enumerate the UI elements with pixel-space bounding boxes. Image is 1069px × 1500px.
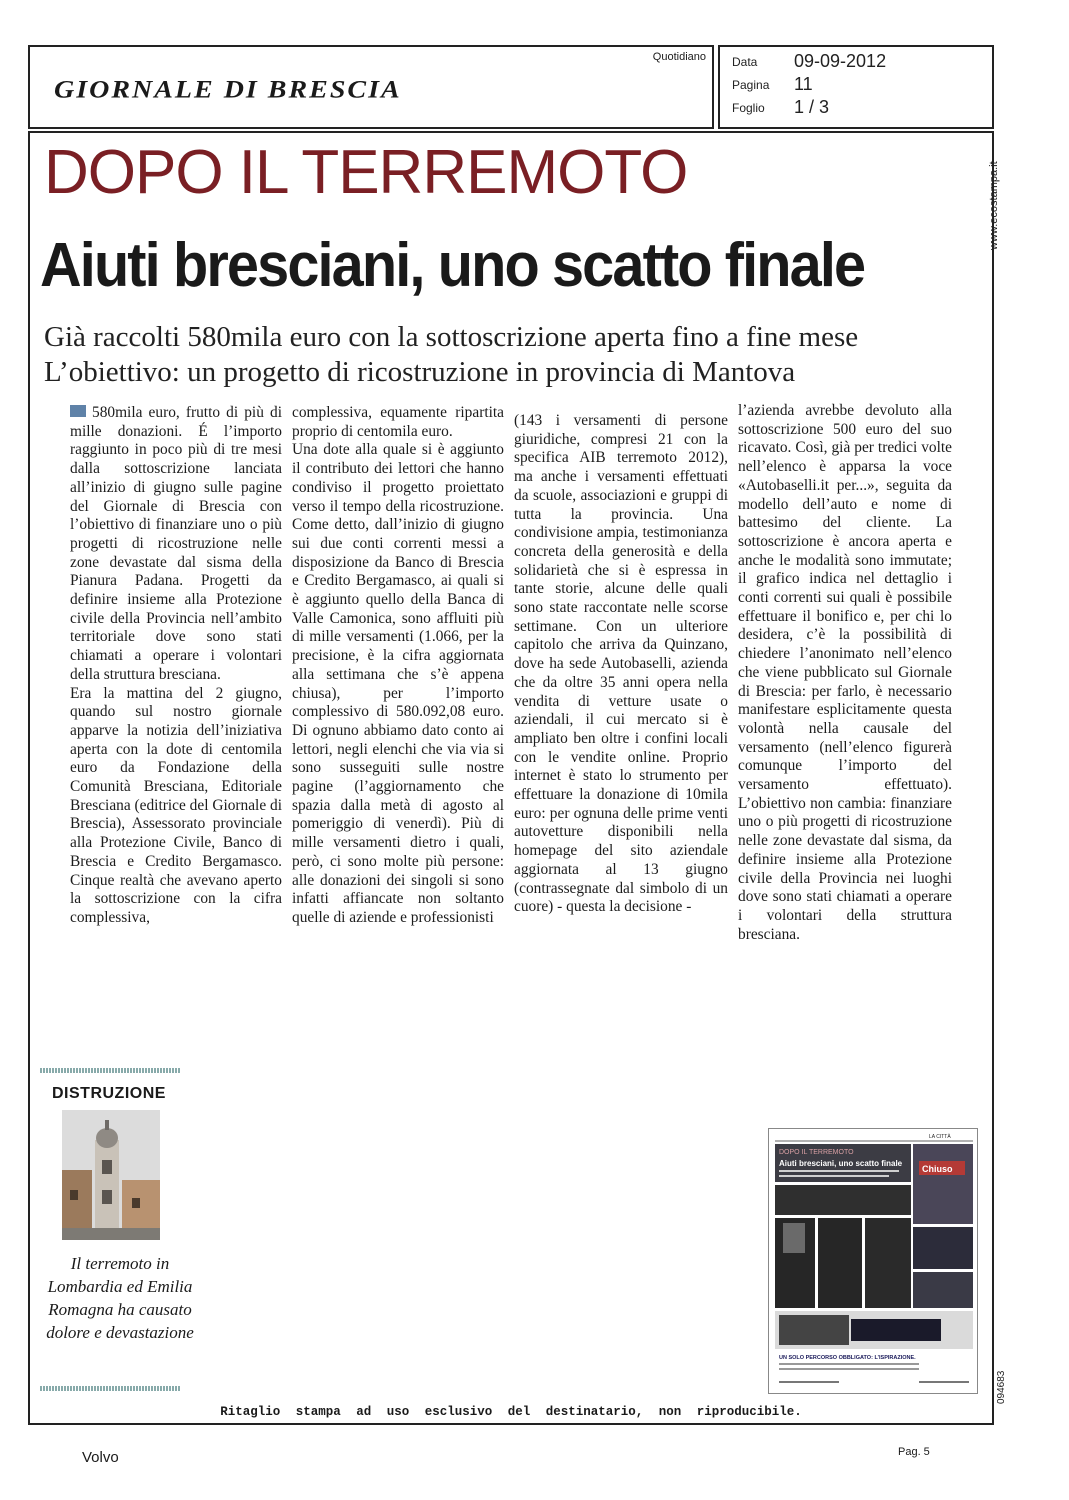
article-subhead-1: Già raccolti 580mila euro con la sottoscrizione aperta fino a fine mese	[44, 321, 859, 353]
article-paragraph: (143 i versamenti di persone giuridiche, compresi 21 con la specifica AIB terremoto 2012), ma anche i versamenti effettuati da scuole, associazioni e gruppi di tutta la provincia. Una condivisione ampia, testimonianza concreta della generosità e della solidarietà che si è espressa in tante storie, alcune delle quali sono state raccontate nelle scorse settimane. Con un ulteriore capitolo che arriva da Quinzano, dove ha sede Autobaselli, azienda che da oltre 35 anni opera nella vendita di vetture usate o aziendali, il cui mercato si è ampliato ben oltre i confini locali con le vendite online. Proprio internet è stato lo strumento per effettuare la donazione di 10mila euro: per ognuna delle prime venti autovetture disponibili nella homepage del sito aziendale aggiornata al 13 giugno (contrassegnate dal simbolo di un cuore) - questa la decisione -	[514, 412, 728, 916]
date-value: 09-09-2012	[794, 51, 887, 71]
margin-url-text: www.ecostampa.it	[988, 161, 1000, 250]
footer-client: Volvo	[82, 1449, 119, 1466]
article-paragraph: complessiva, equamente ripartita proprio di centomila euro.	[292, 404, 504, 440]
article-kicker: DOPO IL TERREMOTO	[44, 138, 688, 207]
footer-page-number: Pag. 5	[898, 1446, 930, 1458]
thumbnail-sign: Chiuso	[922, 1164, 953, 1174]
reproduction-notice: Ritaglio stampa ad uso esclusivo del destinatario, non riproducibile.	[220, 1405, 802, 1419]
church-photo	[62, 1110, 160, 1240]
sheet-value: 1 / 3	[794, 97, 830, 117]
article-subhead-2: L’obiettivo: un progetto di ricostruzione in provincia di Mantova	[44, 356, 796, 388]
thumbnail-headline: Aiuti bresciani, uno scatto finale	[779, 1159, 903, 1168]
page-label: Pagina	[732, 78, 770, 92]
page-thumbnail-graphic	[769, 1129, 978, 1394]
date-label: Data	[732, 55, 758, 69]
article-column-4	[738, 402, 952, 1057]
sidebar-title: DISTRUZIONE	[52, 1085, 166, 1102]
lead-square-icon	[70, 405, 86, 417]
thumbnail-kicker: DOPO IL TERREMOTO	[779, 1149, 854, 1156]
page-value: 11	[794, 74, 813, 94]
sheet-label: Foglio	[732, 101, 765, 115]
sidebar-rule-bottom	[40, 1386, 180, 1391]
article-column-3	[514, 412, 728, 1052]
article-column-1	[70, 404, 282, 1044]
article-column-2	[292, 404, 504, 1049]
masthead-box	[28, 45, 714, 129]
sidebar-caption: Il terremoto in Lombardia ed Emilia Romagna ha causato dolore e devastazione	[46, 1254, 194, 1342]
frequency-label: Quotidiano	[652, 51, 706, 63]
article-paragraph: Una dote alla quale si è aggiunto il contributo dei lettori che hanno condiviso il progetto proiettato verso il tempo della ricostruzione. Come detto, dall’inizio di giugno sui due conti correnti messi a disposizione da Banco di Brescia e Credito Bergamasco, ai quali si è aggiunto quello della Banca di Valle Camonica, sono affluiti più di mille versamenti (1.066, per la precisione, è la cifra aggiornata alla settimana che s’è appena chiusa), per l’importo complessivo di 580.092,08 euro. Di ognuno abbiamo dato conto ai lettori, negli elenchi che via via si sono susseguiti sulle nostre pagine (l’aggiornamento che spazia dalla metà di agosto al pomeriggio di venerdì). Più di mille versamenti dietro i quali, però, ci sono molte più persone: alle donazioni dei singoli si sono infatti affiancate non soltanto quelle di aziende e professionisti	[292, 441, 504, 926]
article-paragraph: Era la mattina del 2 giugno, quando sul nostro giornale apparve la notizia dell’iniziativa aperta con la dote di centomila euro da Fondazione della Comunità Bresciana, Editoriale Bresciana (editrice del Giornale di Brescia), Assessorato provinciale alla Protezione Civile, Banco di Brescia e Credito Bergamasco. Cinque realtà che avevano aperto la sottoscrizione con la cifra complessiva,	[70, 684, 282, 926]
page-thumbnail	[768, 1128, 978, 1394]
article-paragraph: l’azienda avrebbe devoluto alla sottoscrizione 500 euro del suo ricavato. Così, già per tredici volte nell’elenco è apparsa la voce «Autobaselli.it per...», seguita da modello dell’auto e nome di battesimo del cliente. La sottoscrizione è ancora aperta e anche le modalità sono immutate; il grafico indica nel dettaglio i conti correnti sui quali è possibile effettuare il bonifico e, per chi lo desidera, c’è la possibilità di chiedere l’anonimato nell’elenco che viene pubblicato sul Giornale di Brescia: per farlo, è necessario manifestare esplicitamente questa volontà nella causale del versamento (nell’elenco figurerà comunque l’importo del versamento effettuato). L’obiettivo non cambia: finanziare uno o più progetti di ricostruzione nelle zone devastate dal sisma, da definire insieme alla Protezione civile della Provincia nei luoghi dove sono stati chiamati a operare i volontari della struttura bresciana.	[738, 402, 952, 943]
article-headline: Aiuti bresciani, uno scatto finale	[40, 231, 865, 300]
church-tower-icon	[62, 1110, 160, 1240]
metadata-box	[718, 45, 994, 129]
sidebar-rule-top	[40, 1068, 180, 1073]
article-paragraph: 580mila euro, frutto di più di mille donazioni. É l’importo raggiunto in poco più di tre mesi dalla sottoscrizione lanciata all’inizio di giugno sulle pagine del Giornale di Brescia con l’obiettivo di finanziare uno o più progetti di ricostruzione nelle zone devastate dal sisma della Pianura Padana. Progetti da definire insieme alla Protezione civile della Provincia nell’ambito territoriale dove sono stati chiamati a operare i volontari della struttura bresciana.	[70, 404, 282, 683]
margin-code	[996, 1360, 1016, 1410]
masthead-title: GIORNALE DI BRESCIA	[54, 75, 402, 104]
thumbnail-section: LA CITTÀ	[929, 1134, 951, 1140]
margin-code-text: 094683	[996, 1370, 1007, 1404]
thumbnail-ad-text: UN SOLO PERCORSO OBBLIGATO: L’ISPIRAZIONE.	[779, 1355, 916, 1361]
